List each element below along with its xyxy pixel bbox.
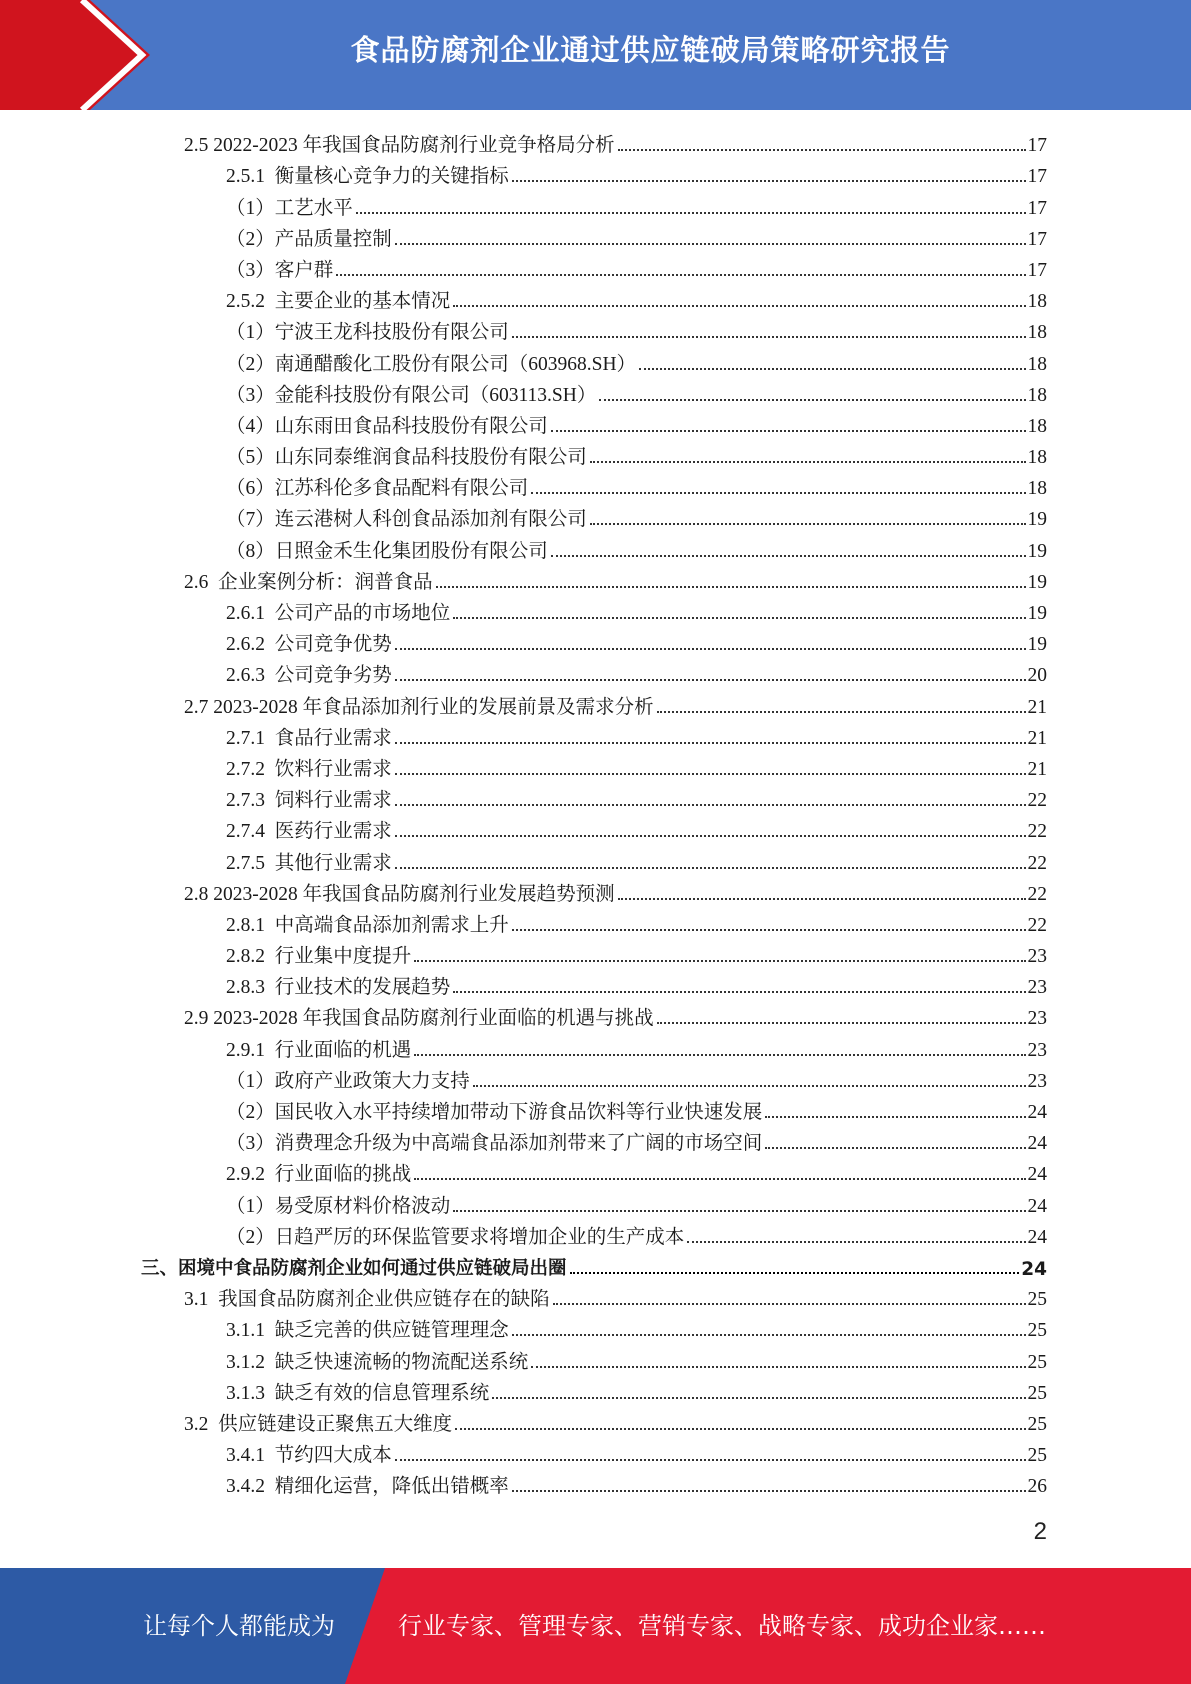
- toc-leader-dots: [599, 399, 1025, 401]
- page-number: 2: [1033, 1518, 1047, 1545]
- toc-entry[interactable]: [0, 906, 1191, 937]
- toc-entry[interactable]: [0, 875, 1191, 906]
- toc-leader-dots: [553, 1303, 1026, 1305]
- toc-leader-dots: [512, 180, 1026, 182]
- toc-leader-dots: [570, 1272, 1020, 1274]
- toc-entry[interactable]: [0, 687, 1191, 718]
- report-title: 食品防腐剂企业通过供应链破局策略研究报告: [350, 33, 951, 67]
- toc-entry[interactable]: [0, 1374, 1191, 1405]
- toc-leader-dots: [657, 1022, 1026, 1024]
- toc-entry-page: 22: [1027, 821, 1047, 843]
- toc-entry-label: （3）客户群: [226, 259, 334, 281]
- toc-entry-label: 3.1.1 缺乏完善的供应链管理理念: [226, 1320, 509, 1342]
- toc-entry-page: 18: [1027, 478, 1047, 500]
- toc-leader-dots: [395, 773, 1026, 775]
- toc-entry[interactable]: [0, 126, 1191, 157]
- toc-entry[interactable]: [0, 282, 1191, 313]
- toc-entry-label: 2.7.4 医药行业需求: [226, 821, 392, 843]
- toc-entry[interactable]: [0, 376, 1191, 407]
- toc-entry-label: （7）连云港树人科创食品添加剂有限公司: [226, 509, 587, 531]
- toc-entry[interactable]: [0, 1124, 1191, 1155]
- toc-leader-dots: [473, 1085, 1026, 1087]
- toc-entry[interactable]: [0, 1311, 1191, 1342]
- toc-leader-dots: [687, 1241, 1025, 1243]
- toc-leader-dots: [395, 1459, 1026, 1461]
- toc-entry-label: 3.4.2 精细化运营，降低出错概率: [226, 1476, 509, 1498]
- toc-entry-label: 2.8.3 行业技术的发展趋势: [226, 977, 451, 999]
- toc-leader-dots: [414, 1054, 1025, 1056]
- toc-entry[interactable]: [0, 1155, 1191, 1186]
- toc-entry[interactable]: [0, 1342, 1191, 1373]
- toc-leader-dots: [531, 492, 1025, 494]
- toc-entry-label: 2.5.1 衡量核心竞争力的关键指标: [226, 166, 509, 188]
- toc-entry-label: （8）日照金禾生化集团股份有限公司: [226, 540, 548, 562]
- toc-entry-label: （3）消费理念升级为中高端食品添加剂带来了广阔的市场空间: [226, 1133, 763, 1155]
- toc-entry-page: 25: [1027, 1289, 1047, 1311]
- toc-entry[interactable]: [0, 563, 1191, 594]
- toc-leader-dots: [657, 711, 1026, 713]
- toc-entry[interactable]: [0, 157, 1191, 188]
- toc-leader-dots: [453, 617, 1025, 619]
- toc-entry-page: 22: [1027, 790, 1047, 812]
- toc-entry-label: （3）金能科技股份有限公司（603113.SH）: [226, 384, 597, 406]
- toc-entry-label: （2）日趋严厉的环保监管要求将增加企业的生产成本: [226, 1226, 685, 1248]
- toc-entry[interactable]: [0, 937, 1191, 968]
- toc-leader-dots: [639, 368, 1025, 370]
- toc-entry-page: 20: [1027, 665, 1047, 687]
- toc-entry-page: 23: [1027, 977, 1047, 999]
- toc-entry-page: 26: [1027, 1476, 1047, 1498]
- toc-entry-label: 3.1.2 缺乏快速流畅的物流配送系统: [226, 1351, 529, 1373]
- toc-entry-page: 21: [1027, 727, 1047, 749]
- toc-entry[interactable]: [0, 344, 1191, 375]
- toc-entry[interactable]: [0, 220, 1191, 251]
- toc-entry[interactable]: [0, 594, 1191, 625]
- toc-entry-label: 2.8.2 行业集中度提升: [226, 946, 412, 968]
- toc-leader-dots: [453, 305, 1025, 307]
- toc-entry-label: 2.6.2 公司竞争优势: [226, 634, 392, 656]
- toc-entry[interactable]: [0, 313, 1191, 344]
- toc-entry-page: 23: [1027, 1039, 1047, 1061]
- toc-entry-label: （2）南通醋酸化工股份有限公司（603968.SH）: [226, 353, 637, 375]
- toc-entry-page: 17: [1027, 166, 1047, 188]
- footer-slogan: 让每个人都能成为: [143, 1612, 335, 1640]
- toc-entry-page: 24: [1027, 1133, 1047, 1155]
- toc-entry-page: 18: [1027, 322, 1047, 344]
- toc-entry-page: 22: [1027, 883, 1047, 905]
- toc-entry-page: 23: [1027, 1008, 1047, 1030]
- toc-entry[interactable]: [0, 719, 1191, 750]
- toc-entry[interactable]: [0, 781, 1191, 812]
- toc-entry[interactable]: [0, 1249, 1191, 1280]
- toc-leader-dots: [436, 586, 1026, 588]
- toc-entry-label: 2.7 2023-2028 年食品添加剂行业的发展前景及需求分析: [184, 696, 654, 718]
- toc-leader-dots: [455, 1428, 1025, 1430]
- toc-entry-label: 三、困境中食品防腐剂企业如何通过供应链破局出圈: [141, 1257, 567, 1279]
- page-header: [0, 0, 1191, 110]
- toc-entry[interactable]: [0, 812, 1191, 843]
- toc-entry-label: （4）山东雨田食品科技股份有限公司: [226, 415, 548, 437]
- toc-entry-page: 19: [1027, 571, 1047, 593]
- toc-leader-dots: [618, 149, 1026, 151]
- toc-entry-page: 25: [1027, 1445, 1047, 1467]
- toc-entry[interactable]: [0, 1030, 1191, 1061]
- toc-leader-dots: [512, 1334, 1026, 1336]
- toc-entry-page: 21: [1027, 696, 1047, 718]
- toc-leader-dots: [512, 1490, 1026, 1492]
- toc-entry-label: 3.1 我国食品防腐剂企业供应链存在的缺陷: [184, 1289, 550, 1311]
- toc-entry-label: 2.7.2 饮料行业需求: [226, 758, 392, 780]
- toc-entry-page: 18: [1027, 447, 1047, 469]
- toc-entry-label: （1）宁波王龙科技股份有限公司: [226, 322, 509, 344]
- toc-entry-label: 3.4.1 节约四大成本: [226, 1445, 392, 1467]
- toc-entry-label: （6）江苏科伦多食品配料有限公司: [226, 478, 529, 500]
- toc-entry[interactable]: [0, 1093, 1191, 1124]
- toc-entry[interactable]: [0, 843, 1191, 874]
- toc-leader-dots: [395, 867, 1026, 869]
- toc-entry-page: 25: [1027, 1413, 1047, 1435]
- toc-entry-page: 17: [1027, 259, 1047, 281]
- toc-entry-page: 25: [1027, 1351, 1047, 1373]
- toc-entry-label: 2.7.5 其他行业需求: [226, 852, 392, 874]
- toc-leader-dots: [551, 555, 1026, 557]
- toc-leader-dots: [395, 648, 1026, 650]
- toc-leader-dots: [414, 960, 1025, 962]
- toc-entry-page: 25: [1027, 1320, 1047, 1342]
- toc-entry-page: 19: [1027, 509, 1047, 531]
- toc-entry-label: 2.7.3 饲料行业需求: [226, 790, 392, 812]
- toc-entry-page: 24: [1027, 1102, 1047, 1123]
- toc-entry-label: 3.1.3 缺乏有效的信息管理系统: [226, 1382, 490, 1404]
- toc-leader-dots: [453, 1210, 1025, 1212]
- toc-entry-label: （2）产品质量控制: [226, 228, 392, 250]
- toc-leader-dots: [512, 929, 1026, 931]
- toc-entry[interactable]: [0, 188, 1191, 219]
- toc-entry-page: 21: [1027, 758, 1047, 780]
- toc-entry-page: 18: [1027, 384, 1047, 406]
- toc-entry-label: 2.5.2 主要企业的基本情况: [226, 291, 451, 313]
- toc-entry[interactable]: [0, 1436, 1191, 1467]
- toc-entry-label: 2.9.1 行业面临的机遇: [226, 1039, 412, 1061]
- toc-leader-dots: [492, 1397, 1025, 1399]
- toc-leader-dots: [590, 523, 1026, 525]
- toc-leader-dots: [336, 274, 1025, 276]
- toc-entry-page: 17: [1027, 135, 1047, 157]
- toc-leader-dots: [590, 461, 1026, 463]
- toc-entry-page: 24: [1021, 1258, 1047, 1280]
- toc-entry-page: 19: [1027, 603, 1047, 624]
- toc-entry-page: 19: [1027, 540, 1047, 562]
- toc-entry[interactable]: [0, 968, 1191, 999]
- toc-entry[interactable]: [0, 750, 1191, 781]
- toc-leader-dots: [395, 804, 1026, 806]
- toc-leader-dots: [453, 991, 1025, 993]
- toc-entry[interactable]: [0, 1467, 1191, 1498]
- toc-entry-label: （1）政府产业政策大力支持: [226, 1070, 470, 1092]
- toc-leader-dots: [765, 1147, 1025, 1149]
- toc-entry-page: 24: [1027, 1164, 1047, 1186]
- toc-entry-page: 22: [1027, 852, 1047, 874]
- toc-entry-page: 17: [1027, 197, 1047, 219]
- toc-entry-label: 2.6.1 公司产品的市场地位: [226, 603, 451, 624]
- toc-leader-dots: [395, 742, 1026, 744]
- toc-leader-dots: [395, 679, 1026, 681]
- toc-leader-dots: [618, 898, 1026, 900]
- toc-entry-label: 2.6 企业案例分析：润普食品: [184, 571, 433, 593]
- toc-entry-label: （1）工艺水平: [226, 197, 353, 219]
- toc-entry[interactable]: [0, 469, 1191, 500]
- toc-entry[interactable]: [0, 531, 1191, 562]
- toc-leader-dots: [395, 835, 1026, 837]
- toc-entry[interactable]: [0, 1186, 1191, 1217]
- toc-entry[interactable]: [0, 656, 1191, 687]
- toc-entry[interactable]: [0, 251, 1191, 282]
- table-of-contents: [0, 126, 1191, 1498]
- toc-entry[interactable]: [0, 625, 1191, 656]
- toc-entry-label: 2.6.3 公司竞争劣势: [226, 665, 392, 687]
- toc-entry-label: （2）国民收入水平持续增加带动下游食品饮料等行业快速发展: [226, 1102, 763, 1123]
- toc-entry-page: 24: [1027, 1226, 1047, 1248]
- toc-entry-page: 18: [1027, 415, 1047, 437]
- toc-entry-label: 2.8.1 中高端食品添加剂需求上升: [226, 914, 509, 936]
- toc-leader-dots: [531, 1366, 1025, 1368]
- toc-entry[interactable]: [0, 999, 1191, 1030]
- toc-entry[interactable]: [0, 1062, 1191, 1093]
- footer-roles: 行业专家、管理专家、营销专家、战略专家、成功企业家……: [398, 1612, 1046, 1640]
- toc-entry-page: 18: [1027, 353, 1047, 375]
- toc-leader-dots: [551, 430, 1026, 432]
- toc-entry-label: 2.5 2022-2023 年我国食品防腐剂行业竞争格局分析: [184, 135, 615, 157]
- toc-entry-label: 2.9 2023-2028 年我国食品防腐剂行业面临的机遇与挑战: [184, 1008, 654, 1030]
- toc-entry-label: 2.7.1 食品行业需求: [226, 727, 392, 749]
- toc-entry-page: 19: [1027, 634, 1047, 656]
- toc-entry-page: 24: [1027, 1195, 1047, 1217]
- toc-entry[interactable]: [0, 1280, 1191, 1311]
- toc-leader-dots: [414, 1178, 1025, 1180]
- toc-leader-dots: [765, 1116, 1025, 1118]
- toc-entry-page: 23: [1027, 946, 1047, 968]
- toc-leader-dots: [395, 243, 1026, 245]
- toc-entry[interactable]: [0, 1218, 1191, 1249]
- toc-entry-label: 2.8 2023-2028 年我国食品防腐剂行业发展趋势预测: [184, 883, 615, 905]
- toc-leader-dots: [512, 336, 1026, 338]
- toc-entry[interactable]: [0, 500, 1191, 531]
- toc-entry-page: 23: [1027, 1070, 1047, 1092]
- toc-entry-label: 2.9.2 行业面临的挑战: [226, 1164, 412, 1186]
- page-footer: [0, 1568, 1191, 1684]
- toc-entry[interactable]: [0, 438, 1191, 469]
- toc-entry-label: （5）山东同泰维润食品科技股份有限公司: [226, 447, 587, 469]
- toc-entry-label: 3.2 供应链建设正聚焦五大维度: [184, 1413, 453, 1435]
- toc-entry-label: （1）易受原材料价格波动: [226, 1195, 451, 1217]
- toc-entry[interactable]: [0, 407, 1191, 438]
- toc-entry-page: 25: [1027, 1382, 1047, 1404]
- toc-leader-dots: [356, 212, 1026, 214]
- toc-entry[interactable]: [0, 1405, 1191, 1436]
- toc-entry-page: 22: [1027, 914, 1047, 936]
- toc-entry-page: 18: [1027, 291, 1047, 313]
- toc-entry-page: 17: [1027, 228, 1047, 250]
